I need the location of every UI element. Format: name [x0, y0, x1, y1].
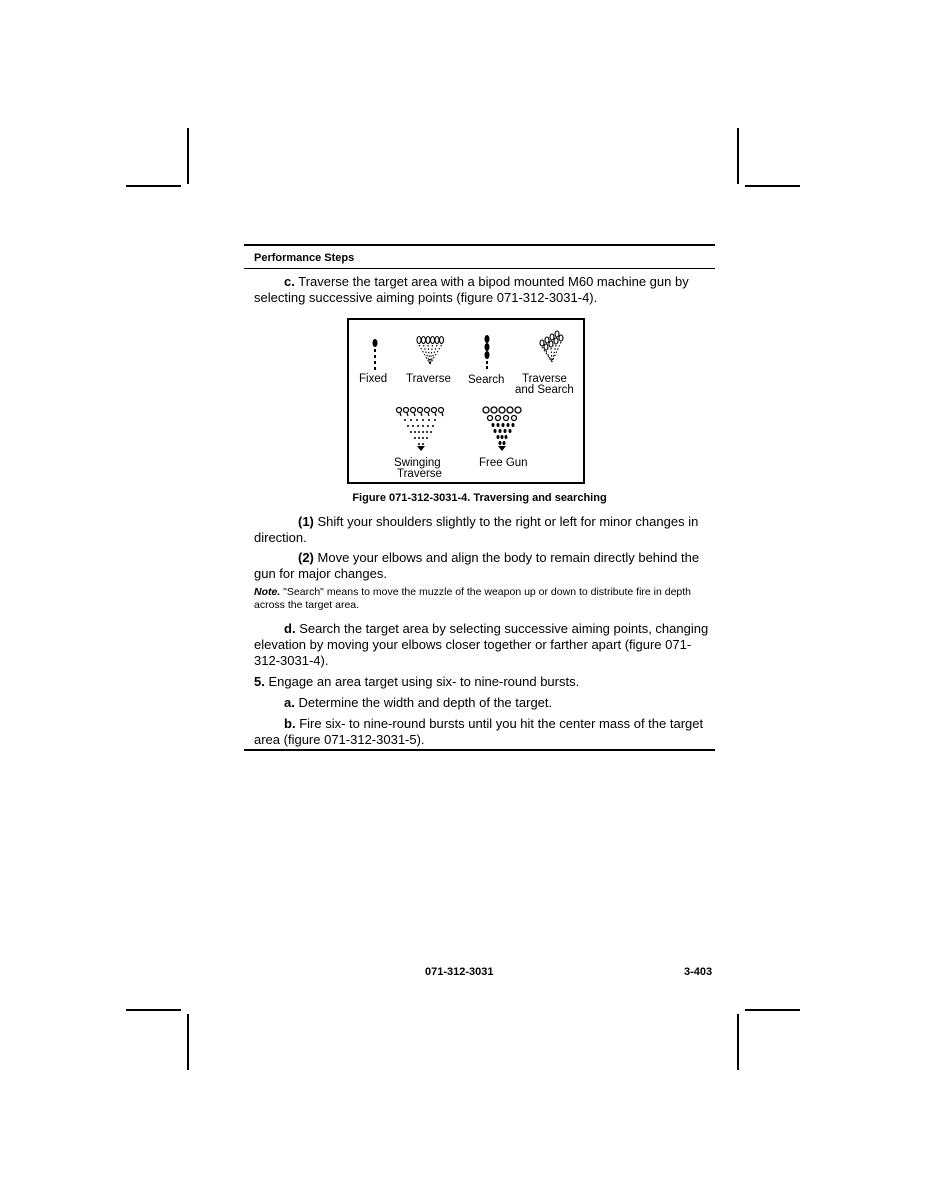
step-5-lead: 5. [254, 674, 265, 689]
free-gun-pattern-icon [481, 406, 523, 452]
step-1-text: Shift your shoulders slightly to the right or left for minor changes in direction. [254, 514, 699, 545]
figure-traversing-searching [347, 318, 585, 484]
crop-mark-top-left-horizontal [126, 185, 181, 187]
step-d-text: Search the target area by selecting successive aiming points, changing elevation by moving your elbows closer together or farther apart (figure 071-312-3031-4). [254, 621, 709, 668]
crop-mark-top-left-vertical [187, 128, 189, 184]
crop-mark-bottom-right-horizontal [745, 1009, 800, 1011]
swinging-traverse-pattern-icon [395, 406, 447, 452]
fixed-pattern-icon [367, 338, 383, 374]
traverse-pattern-icon [415, 334, 445, 368]
step-c-text: Traverse the target area with a bipod mounted M60 machine gun by selecting successive aiming points (figure 071-312-3031-4). [254, 274, 689, 305]
label-free-gun: Free Gun [479, 457, 528, 469]
step-5a-lead: a. [284, 695, 295, 710]
label-swinging-traverse-line1: Swinging [394, 457, 441, 469]
label-fixed: Fixed [359, 373, 388, 385]
note-text: "Search" means to move the muzzle of the weapon up or down to distribute fire in depth across the target area. [254, 586, 692, 611]
label-traverse: Traverse [406, 373, 451, 385]
crop-mark-top-right-vertical [737, 128, 739, 184]
step-d [244, 621, 715, 669]
bottom-rule [244, 749, 715, 751]
label-swinging-traverse-line2: Traverse [397, 468, 442, 480]
step-5b [244, 716, 715, 748]
section-header: Performance Steps [254, 252, 355, 264]
note [244, 586, 715, 612]
step-d-lead: d. [284, 621, 296, 636]
search-pattern-icon [479, 334, 495, 370]
footer-page-number: 3-403 [684, 966, 713, 978]
crop-mark-bottom-left-horizontal [126, 1009, 181, 1011]
step-5b-text: Fire six- to nine-round bursts until you hit the center mass of the target area (figure 071-312-3031-5). [254, 716, 704, 747]
footer-task-number: 071-312-3031 [425, 966, 494, 978]
step-1 [244, 514, 715, 546]
figure-caption: Figure 071-312-3031-4. Traversing and searching [352, 492, 607, 504]
crop-mark-bottom-right-vertical [737, 1014, 739, 1070]
traverse-and-search-pattern-icon [535, 330, 565, 366]
step-2 [244, 550, 715, 582]
step-2-lead: (2) [298, 550, 314, 565]
step-5-text: Engage an area target using six- to nine-round bursts. [268, 674, 580, 689]
header-rule [244, 268, 715, 269]
page-content [244, 244, 715, 751]
step-c-lead: c. [284, 274, 295, 289]
step-1-lead: (1) [298, 514, 314, 529]
step-5a-text: Determine the width and depth of the target. [298, 695, 553, 710]
note-lead: Note. [254, 586, 281, 598]
step-5a [244, 695, 715, 711]
step-5b-lead: b. [284, 716, 296, 731]
step-2-text: Move your elbows and align the body to remain directly behind the gun for major changes. [254, 550, 700, 581]
crop-mark-top-right-horizontal [745, 185, 800, 187]
label-search: Search [468, 374, 505, 386]
step-5 [244, 674, 715, 690]
crop-mark-bottom-left-vertical [187, 1014, 189, 1070]
label-traverse-and-search-line2: and Search [515, 384, 574, 396]
label-traverse-and-search-line1: Traverse [522, 373, 567, 385]
step-c [244, 274, 715, 306]
